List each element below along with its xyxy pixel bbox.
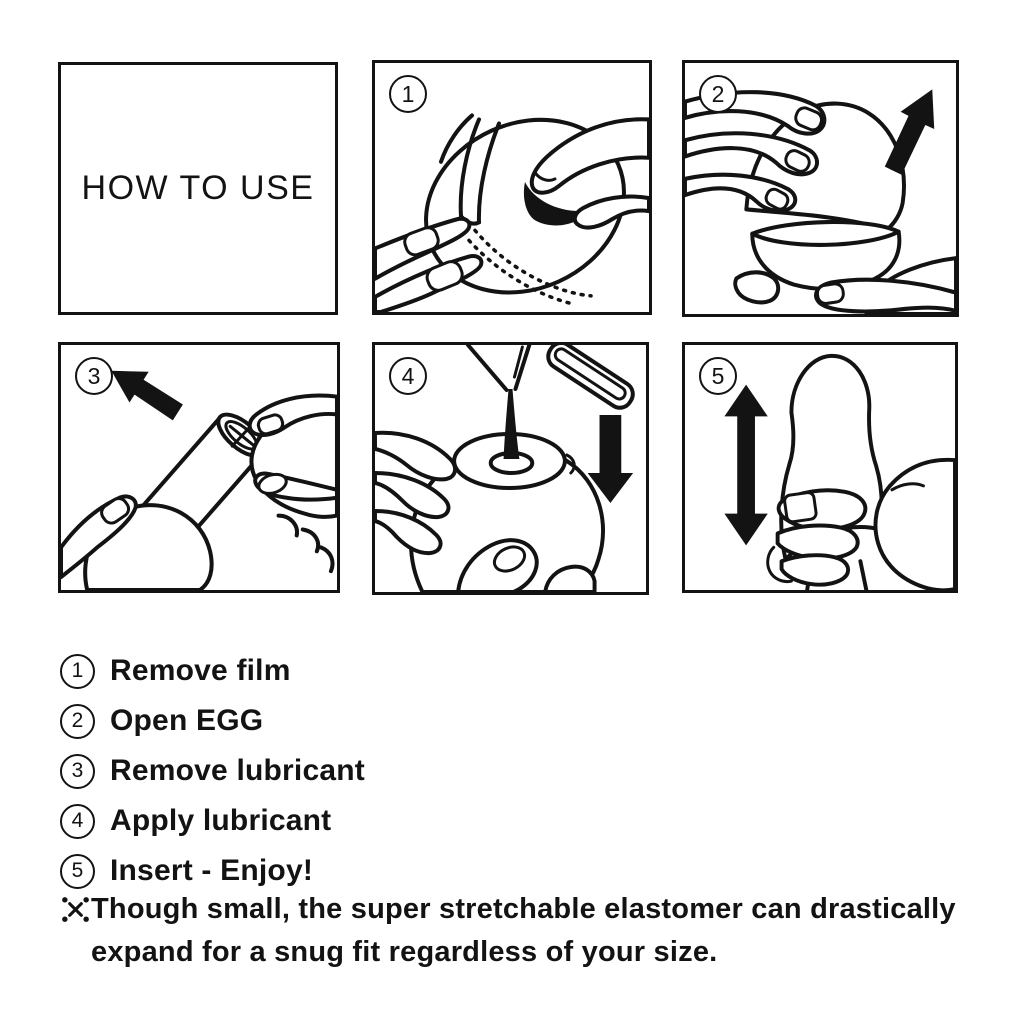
step-item-4 (60, 796, 365, 846)
step-1-number-badge: 1 (60, 654, 95, 689)
panel-step-1 (372, 60, 652, 315)
step-5-number-badge: 5 (60, 854, 95, 889)
step-2-badge: 2 (699, 75, 737, 113)
arrow-up-down-icon (724, 385, 767, 546)
panel-title (58, 62, 338, 315)
arrow-up-left-icon (111, 371, 183, 421)
step-5-label: Insert - Enjoy! (110, 854, 314, 887)
step-1-label: Remove film (110, 654, 291, 687)
step-2-number-badge: 2 (60, 704, 95, 739)
step-3-label: Remove lubricant (110, 754, 365, 787)
panel-step-2 (682, 60, 959, 317)
footnote-line2: expand for a snug fit regardless of your size. (91, 936, 718, 968)
panel-step-4 (372, 342, 649, 595)
step-3-badge: 3 (75, 357, 113, 395)
step-4-number-badge: 4 (60, 804, 95, 839)
step-item-2 (60, 696, 365, 746)
step-3-number-badge: 3 (60, 754, 95, 789)
steps-list (60, 646, 365, 896)
page-title: HOW TO USE (81, 169, 315, 207)
footnote (60, 888, 956, 974)
panel-step-3 (58, 342, 340, 593)
arrow-up-right-icon (885, 89, 934, 174)
step-item-3 (60, 746, 365, 796)
step-4-label: Apply lubricant (110, 804, 332, 837)
step-4-badge: 4 (389, 357, 427, 395)
step-5-badge: 5 (699, 357, 737, 395)
step-2-label: Open EGG (110, 704, 264, 737)
step-1-badge: 1 (389, 75, 427, 113)
panel-step-5 (682, 342, 958, 593)
step-item-1 (60, 646, 365, 696)
footnote-line1: Though small, the super stretchable elastomer can drastically (91, 893, 956, 925)
reference-mark-icon (60, 894, 91, 925)
